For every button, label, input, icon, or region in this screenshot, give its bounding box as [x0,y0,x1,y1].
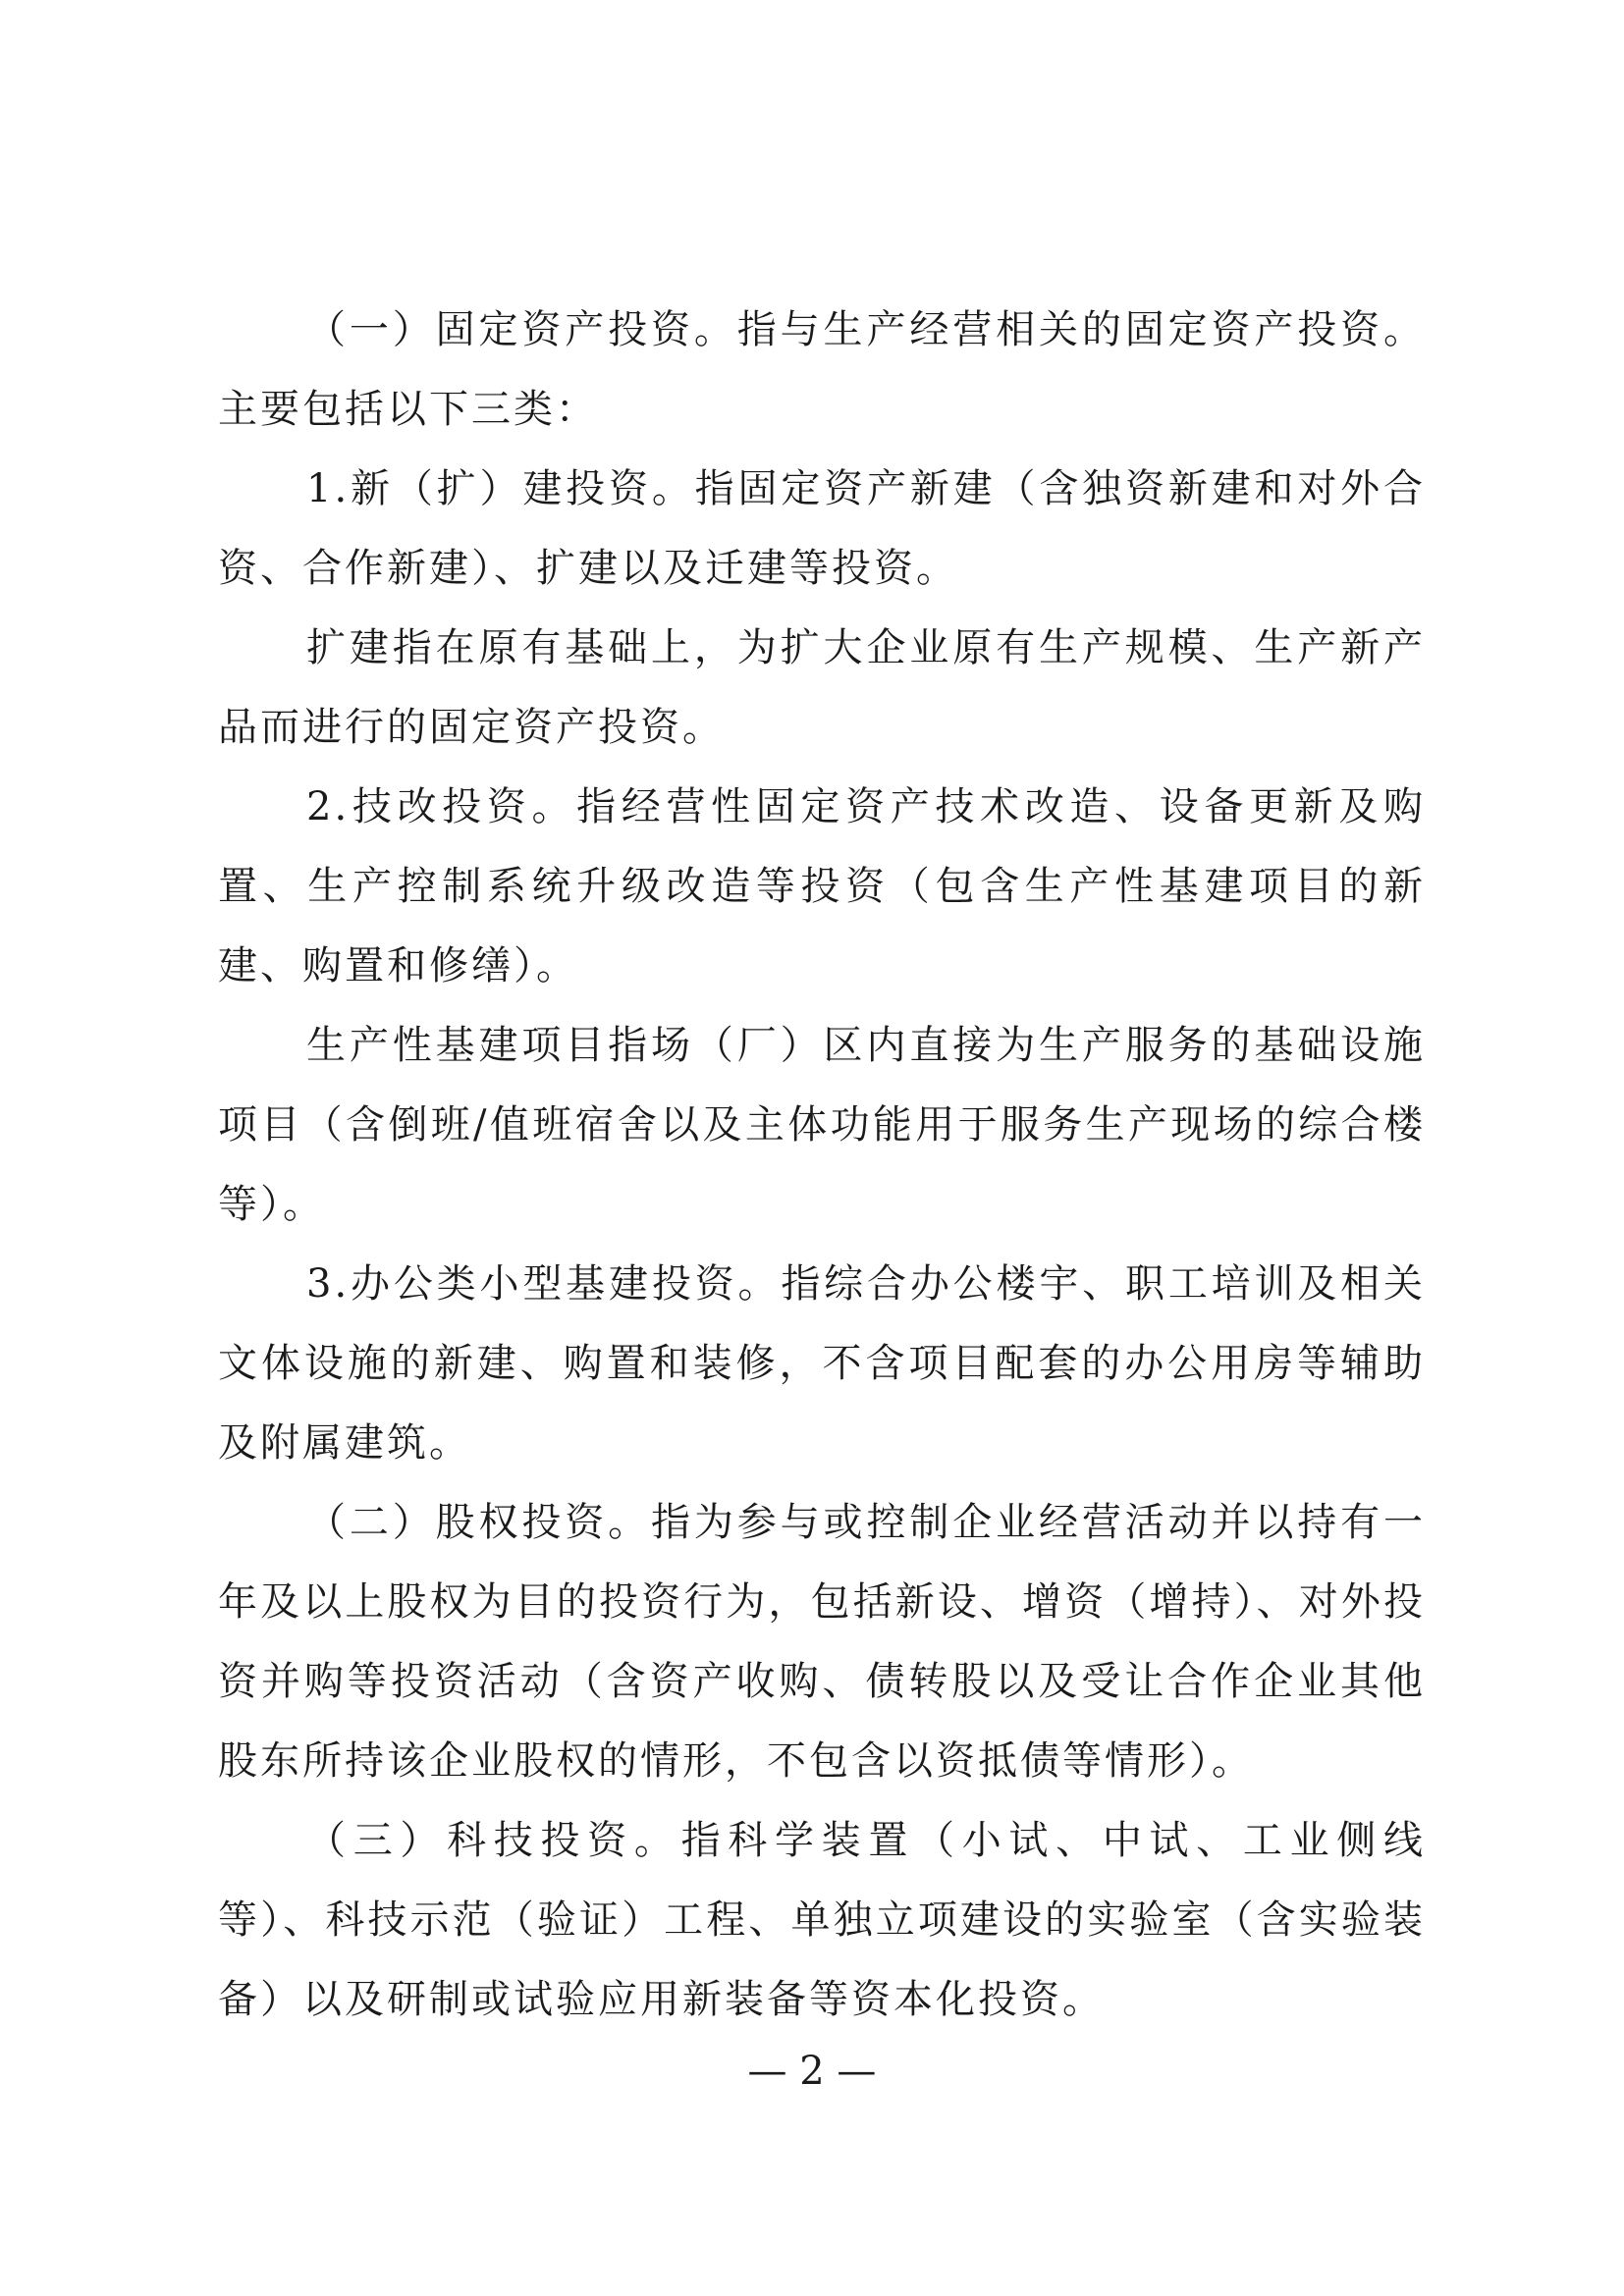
paragraph-expansion-definition: 扩建指在原有基础上，为扩大企业原有生产规模、生产新产品而进行的固定资产投资。 [218,625,1426,750]
paragraph-technology-investment: （三）科技投资。指科学装置（小试、中试、工业侧线等）、科技示范（验证）工程、单独立项建设的实验室（含实验装备）以及研制或试验应用新装备等资本化投资。 [218,1818,1426,2022]
paragraph-fixed-asset-investment: （一）固定资产投资。指与生产经营相关的固定资产投资。主要包括以下三类： [218,307,1426,432]
paragraph-technical-renovation-investment: 2.技改投资。指经营性固定资产技术改造、设备更新及购置、生产控制系统升级改造等投资（包含生产性基建项目的新建、购置和修缮）。 [218,784,1426,988]
paragraph-equity-investment: （二）股权投资。指为参与或控制企业经营活动并以持有一年及以上股权为目的投资行为，包括新设、增资（增持）、对外投资并购等投资活动（含资产收购、债转股以及受让合作企业其他股东所持该企业股权的情形，不包含以资抵债等情形）。 [218,1500,1426,1784]
page-number: — 2 — [747,2049,877,2094]
document-body [218,291,1426,2040]
paragraph-new-expansion-investment: 1.新（扩）建投资。指固定资产新建（含独资新建和对外合资、合作新建）、扩建以及迁建等投资。 [218,466,1426,591]
paragraph-production-infrastructure-definition: 生产性基建项目指场（厂）区内直接为生产服务的基础设施项目（含倒班/值班宿舍以及主体功能用于服务生产现场的综合楼等）。 [218,1023,1426,1227]
paragraph-office-infrastructure-investment: 3.办公类小型基建投资。指综合办公楼宇、职工培训及相关文体设施的新建、购置和装修，不含项目配套的办公用房等辅助及附属建筑。 [218,1261,1426,1466]
